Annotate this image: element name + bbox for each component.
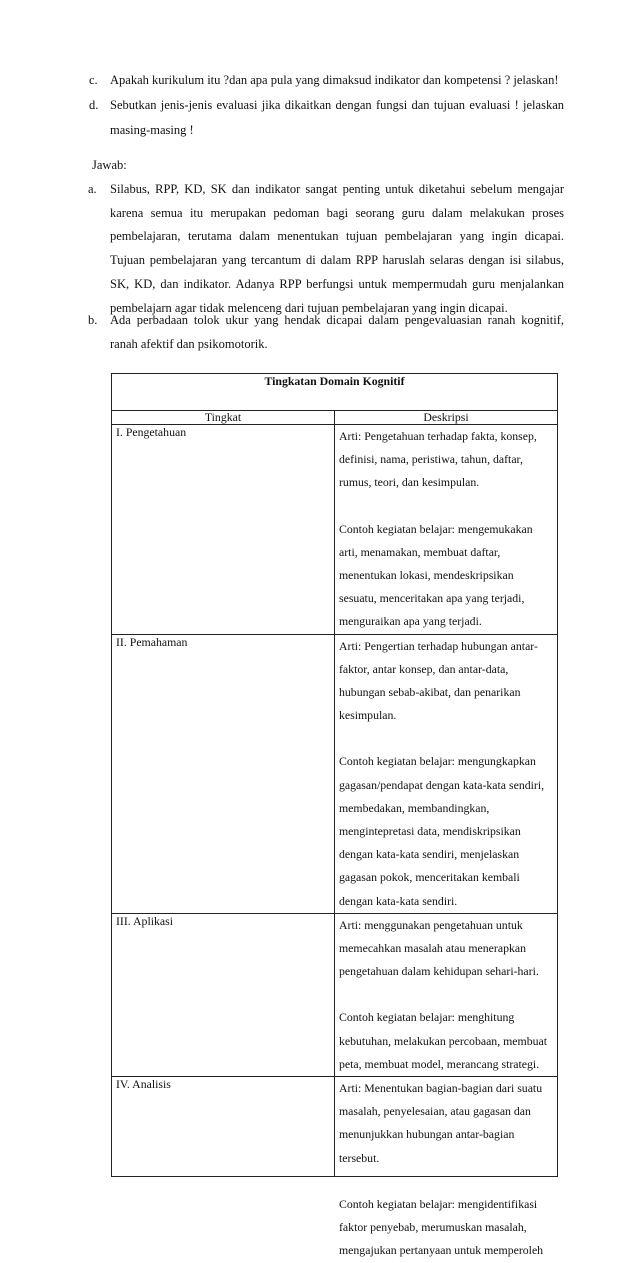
answer-marker: b. [88,313,98,327]
question-marker: c. [89,73,98,87]
description-cell [335,634,558,913]
table-row [112,913,558,1076]
description-cell [335,913,558,1076]
answer-text: Ada perbadaan tolok ukur yang hendak dicapai dalam pengevaluasian ranah kognitif, ranah afektif dan psikomotorik. [110,313,564,351]
question-text: Sebutkan jenis-jenis evaluasi jika dikaitkan dengan fungsi dan tujuan evaluasi ! jelaskan masing-masing ! [110,98,564,137]
question-marker: d. [89,98,99,112]
table-row [112,634,558,913]
answer-label: Jawab: [92,158,127,172]
level-cell: III. Aplikasi [112,913,335,1076]
description-cell [335,1077,558,1258]
answer-text: Silabus, RPP, KD, SK dan indikator sangat penting untuk diketahui sebelum mengajar karena semua itu merupakan pedoman bagi seorang guru dalam melakukan proses pembelajaran, terutama dalam menentukan tujuan pembelajaran yang ingin dicapai. Tujuan pembelajaran yang tercantum di dalam RPP haruslah selaras dengan isi silabus, SK, KD, dan indikator. Adanya RPP berfungsi untuk mempermudah guru menjalankan pembelajarn agar tidak melenceng dari tujuan pembelajaran yang ingin dicapai. [110,182,564,315]
answer-b [88,309,564,356]
question-d [89,93,564,143]
level-cell: I. Pengetahuan [112,425,335,635]
description-meaning: Arti: Menentukan bagian-bagian dari suatu masalah, penyelesaian, atau gagasan dan menunjukkan hubungan antar-bagian tersebut. [339,1081,543,1165]
description-example: Contoh kegiatan belajar: mengidentifikasi faktor penyebab, merumuskan masalah, mengajukan pertanyaan untuk memperoleh [339,1196,544,1258]
question-text: Apakah kurikulum itu ?dan apa pula yang dimaksud indikator dan kompetensi ? jelaskan! [110,73,559,87]
description-example: Contoh kegiatan belajar: menghitung kebutuhan, melakukan percobaan, membuat peta, membuat model, merancang strategi. [339,1010,548,1071]
cognitive-domain-table [111,373,558,1258]
description-example: Contoh kegiatan belajar: mengungkapkan gagasan/pendapat dengan kata-kata sendiri, membedakan, membandingkan, mengintepretasi data, mendiskripsikan dengan kata-kata sendiri, menjelaskan gagasan pokok, menceritakan kembali dengan kata-kata sendiri. [339,754,545,908]
description-cell [335,425,558,635]
description-example: Contoh kegiatan belajar: mengemukakan arti, menamakan, membuat daftar, menentukan lokasi, mendeskripsikan sesuatu, menceritakan apa yang terjadi, menguraikan apa yang terjadi. [339,521,533,629]
level-cell: II. Pemahaman [112,634,335,913]
description-meaning: Arti: Pengertian terhadap hubungan antar-faktor, antar konsep, dan antar-data, hubungan sebab-akibat, dan penarikan kesimpulan. [339,638,538,723]
column-header-description: Deskripsi [335,411,558,425]
question-c [89,68,564,93]
table-row [112,425,558,635]
column-header-level: Tingkat [112,411,335,425]
level-cell: IV. Analisis [112,1077,335,1177]
table-title: Tingkatan Domain Kognitif [112,374,558,411]
table-row [112,1077,558,1177]
answer-marker: a. [88,182,97,196]
description-meaning: Arti: menggunakan pengetahuan untuk memecahkan masalah atau menerapkan pengetahuan dalam kehidupan sehari-hari. [339,917,539,979]
answer-a [88,178,564,320]
description-meaning: Arti: Pengetahuan terhadap fakta, konsep, definisi, nama, peristiwa, tahun, daftar, rumus, teori, dan kesimpulan. [339,429,537,490]
